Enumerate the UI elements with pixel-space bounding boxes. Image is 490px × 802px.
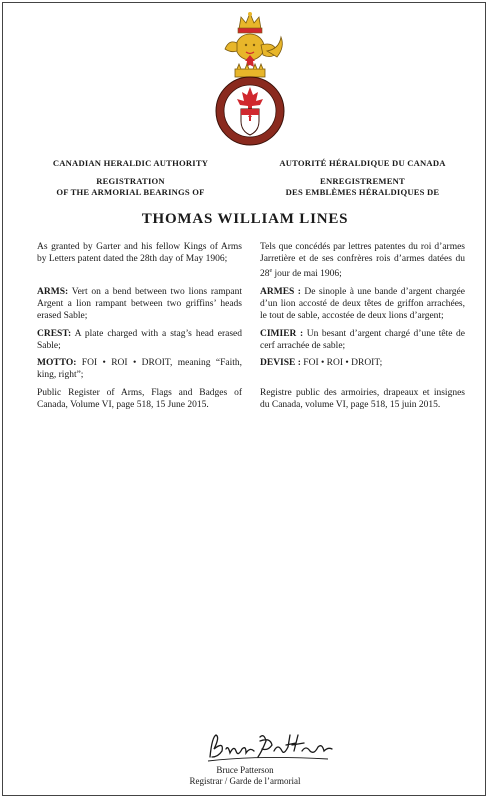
arms-label-en: ARMS: — [37, 287, 69, 297]
handwritten-signature-icon — [198, 727, 338, 769]
motto-label-fr: DEVISE : — [260, 358, 301, 368]
arms-fr — [260, 286, 465, 322]
signatory-name: Bruce Patterson — [216, 765, 274, 775]
registration-en-line2: OF THE ARMORIAL BEARINGS OF — [56, 187, 205, 197]
motto-label-en: MOTTO: — [37, 358, 77, 368]
registration-fr-line2: DES EMBLÈMES HÉRALDIQUES DE — [285, 187, 440, 197]
crest-label-en: CREST: — [37, 329, 72, 339]
authority-fr: AUTORITÉ HÉRALDIQUE DU CANADA — [279, 158, 446, 168]
grant-fr-a: Tels que concédés par lettres patentes du roi d’armes Jarretière et de ses confrères rois d’armes datées du 28 — [260, 242, 465, 280]
signatory-title: Registrar / Garde de l’armorial — [189, 776, 301, 786]
arms-label-fr: ARMES : — [260, 287, 301, 297]
registration-en-line1: REGISTRATION — [96, 176, 165, 186]
grant-fr — [260, 241, 465, 280]
authority-en: CANADIAN HERALDIC AUTHORITY — [52, 158, 209, 168]
crest-text-fr: Un besant d’argent chargé d’une tête de cerf arrachée de sable; — [260, 329, 465, 351]
heraldic-authority-badge-icon — [201, 9, 299, 149]
register-fr: Registre public des armoiries, drapeaux et insignes du Canada, volume VI, page 518, 15 juin 2015. — [260, 388, 465, 410]
grant-fr-sup: e — [269, 268, 273, 274]
crest-fr — [260, 328, 465, 352]
motto-text-en: FOI • ROI • DROIT, meaning “Faith, king, right”; — [37, 358, 242, 380]
register-en: Public Register of Arms, Flags and Badges of Canada, Volume VI, page 518, 15 June 2015. — [37, 388, 242, 410]
motto-text-fr: FOI • ROI • DROIT; — [300, 358, 383, 368]
registration-fr-line1: ENREGISTREMENT — [320, 176, 405, 186]
arms-en — [37, 286, 242, 322]
document-page — [2, 2, 486, 796]
crest-text-en: A plate charged with a stag’s head erased Sable; — [37, 329, 242, 351]
arms-text-fr: De sinople à une bande d’argent chargée d’un lion accosté de deux têtes de griffon arrachées, le tout de sable, accostée de deux lions d’argent; — [260, 287, 465, 321]
recipient-name: THOMAS WILLIAM LINES — [141, 211, 349, 227]
crest-label-fr: CIMIER : — [260, 329, 304, 339]
motto-en — [37, 357, 242, 381]
arms-text-en: Vert on a bend between two lions rampant Argent a lion rampant between two griffins’ heads erased Sable; — [37, 287, 242, 321]
grant-en: As granted by Garter and his fellow Kings of Arms by Letters patent dated the 28th day of May 1906; — [37, 242, 242, 264]
grant-fr-b: jour de mai 1906; — [272, 269, 342, 280]
motto-fr — [260, 357, 465, 369]
crest-en — [37, 328, 242, 352]
